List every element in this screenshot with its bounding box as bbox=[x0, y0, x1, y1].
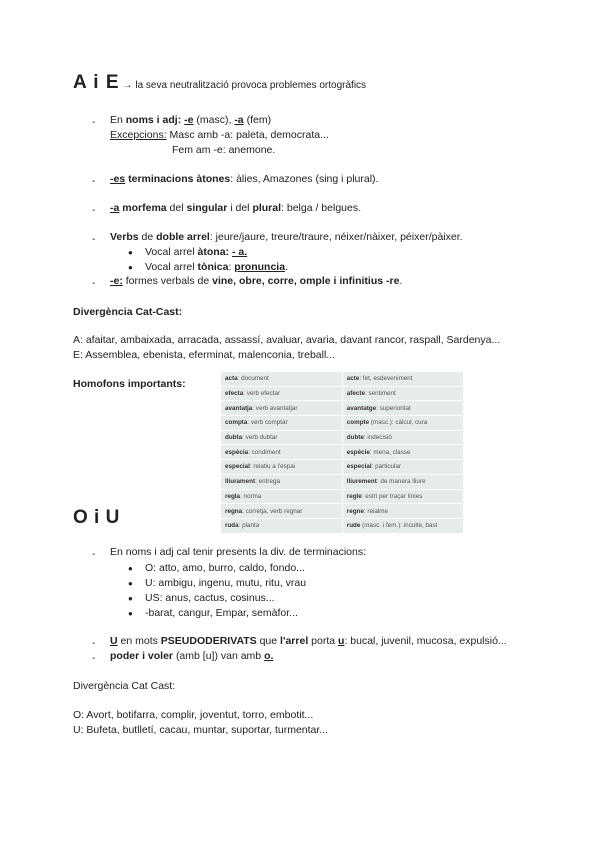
homofon-word: dubta bbox=[225, 434, 243, 442]
table-cell bbox=[221, 445, 342, 460]
homofon-word: avantatja bbox=[225, 404, 253, 412]
homofon-word: lliurement bbox=[346, 478, 377, 486]
section-title-a-i-e bbox=[73, 72, 367, 93]
bullet-dot: ● bbox=[128, 564, 133, 573]
oiu-divergencia-heading: Divergència Cat Cast: bbox=[73, 680, 176, 692]
sub-item-tonica: Vocal arrel tònica: pronuncia. bbox=[145, 261, 288, 273]
sub-item-atona: Vocal arrel àtona: - a. bbox=[145, 246, 248, 258]
homofon-definition: : mena, classe bbox=[369, 448, 411, 456]
homofon-word: dubte bbox=[346, 434, 364, 442]
bullet-dot: ● bbox=[128, 263, 133, 272]
table-cell bbox=[221, 460, 342, 475]
list-item-verbs: Verbs de doble arrel: jeure/jaure, treure/traure, néixer/nàixer, péixer/pàixer. bbox=[110, 231, 463, 243]
homofon-word: afecte bbox=[346, 390, 365, 398]
list-item-poder-voler: poder i voler (amb [u]) van amb o. bbox=[110, 650, 274, 662]
table-row bbox=[221, 445, 464, 460]
homofon-definition: : verb comptar bbox=[247, 419, 288, 427]
dash-bullet: - bbox=[92, 277, 96, 289]
oiu-bullet: US: anus, cactus, cosinus... bbox=[145, 592, 275, 604]
homofon-word: espècie bbox=[346, 448, 370, 456]
bullet-dot: ● bbox=[128, 248, 133, 257]
table-row bbox=[221, 474, 464, 489]
homofon-word: compta bbox=[225, 419, 248, 427]
homofon-definition: : condiment bbox=[248, 448, 281, 456]
oiu-bullet: -barat, cangur, Empar, semàfor... bbox=[145, 607, 298, 619]
homofon-definition: : particular bbox=[371, 463, 402, 471]
homofon-definition: : document bbox=[237, 375, 269, 383]
oiu-intro: En noms i adj cal tenir presents la div. de terminacions: bbox=[110, 546, 367, 558]
heading-a-i-e: A i E bbox=[73, 72, 120, 93]
table-cell bbox=[342, 430, 463, 445]
table-cell bbox=[342, 518, 463, 533]
list-item-noms: En noms i adj: -e (masc), -a (fem) bbox=[110, 114, 272, 126]
heading-note: la seva neutralització provoca problemes ortogràfics bbox=[135, 80, 367, 91]
dash-bullet: - bbox=[92, 204, 96, 216]
homofons-heading: Homofons importants: bbox=[73, 378, 186, 390]
homofon-definition: : corretja, verb regnar bbox=[242, 507, 303, 515]
table-cell bbox=[342, 474, 463, 489]
homofon-definition: : verb dubtar bbox=[242, 434, 278, 442]
homofon-definition: : verb avantatjar bbox=[252, 404, 298, 412]
oiu-divergencia-u-line: U: Bufeta, butlletí, cacau, muntar, suportar, turmentar... bbox=[73, 724, 329, 736]
homofon-definition: : norma bbox=[240, 492, 262, 500]
table-cell bbox=[342, 460, 463, 475]
table-cell bbox=[221, 430, 342, 445]
homofon-definition: : planta bbox=[238, 522, 260, 530]
oiu-divergencia-o-line: O: Avort, botifarra, complir, joventut, torro, embotit... bbox=[73, 709, 314, 721]
homofon-word: regle bbox=[346, 492, 362, 500]
homofon-word: ruda bbox=[225, 522, 239, 530]
homofon-word: especial bbox=[346, 463, 372, 471]
divergencia-e-line: E: Assemblea, ebenista, eferminat, malenconia, treball... bbox=[73, 349, 336, 361]
table-row bbox=[221, 489, 464, 504]
table-row bbox=[221, 518, 464, 533]
table-row bbox=[221, 430, 464, 445]
heading-o-i-u: O i U bbox=[73, 507, 120, 528]
list-item-morfema: -a morfema del singular i del plural: belga / belgues. bbox=[110, 202, 362, 214]
list-item-formes: -e: formes verbals de vine, obre, corre, omple i infinitius -re. bbox=[110, 275, 403, 287]
homofon-word: compte bbox=[346, 419, 370, 427]
bullet-dot: ● bbox=[128, 594, 133, 603]
table-cell bbox=[221, 372, 342, 386]
table-cell bbox=[342, 372, 463, 386]
table-cell bbox=[342, 386, 463, 401]
dash-bullet: - bbox=[92, 652, 96, 664]
homofon-word: regla bbox=[225, 492, 241, 500]
oiu-bullet: O: atto, amo, burro, caldo, fondo... bbox=[145, 562, 305, 574]
table-row bbox=[221, 460, 464, 475]
table-cell bbox=[221, 416, 342, 431]
divergencia-a-line: A: afaitar, ambaixada, arracada, assassí, avaluar, avaria, davant rancor, raspall, Sardenya... bbox=[73, 334, 501, 346]
homofon-definition: : relatiu a l'espai bbox=[249, 463, 296, 471]
dash-bullet: - bbox=[92, 548, 96, 560]
table-cell bbox=[221, 474, 342, 489]
list-item-pseudoderivats: U en mots PSEUDODERIVATS que l'arrel porta u: bucal, juvenil, mucosa, expulsió... bbox=[110, 635, 507, 647]
homofon-word: efecta bbox=[225, 390, 244, 398]
list-item-es: -es terminacions àtones: àlies, Amazones (sing i plural). bbox=[110, 173, 379, 185]
table-cell bbox=[221, 518, 342, 533]
table-row bbox=[221, 401, 464, 416]
homofon-word: acta bbox=[225, 375, 238, 383]
homofon-word: regne bbox=[346, 507, 364, 515]
homofon-definition: : indecisió bbox=[363, 434, 392, 442]
homofon-word: lliurament bbox=[225, 478, 256, 486]
bullet-dot: ● bbox=[128, 579, 133, 588]
homofon-definition: : verb efectar bbox=[243, 390, 280, 398]
excepcions-line: Excepcions: Masc amb -a: paleta, democrata... bbox=[110, 129, 329, 141]
bullet-dot: ● bbox=[128, 609, 133, 618]
homofon-word: acte bbox=[346, 375, 360, 383]
homofons-table bbox=[221, 372, 464, 534]
homofon-definition: : de manera lliure bbox=[376, 478, 426, 486]
table-row bbox=[221, 372, 464, 386]
homofon-word: regna bbox=[225, 507, 243, 515]
homofon-definition: : entrega bbox=[255, 478, 280, 486]
homofon-word: rude bbox=[346, 522, 361, 530]
excepcions-line-2: Fem am -e: anemone. bbox=[172, 144, 276, 156]
homofon-word: especial bbox=[225, 463, 250, 471]
dash-bullet: - bbox=[92, 233, 96, 245]
arrow: → bbox=[122, 80, 133, 91]
table-cell bbox=[221, 504, 342, 519]
homofon-word: espècia bbox=[225, 448, 249, 456]
homofon-definition: : superioritat bbox=[376, 404, 411, 412]
dash-bullet: - bbox=[92, 116, 96, 128]
table-cell bbox=[221, 489, 342, 504]
table-cell bbox=[342, 489, 463, 504]
table-cell bbox=[342, 445, 463, 460]
homofon-definition: : estri per traçar línies bbox=[361, 492, 423, 500]
dash-bullet: - bbox=[92, 175, 96, 187]
table-cell bbox=[221, 386, 342, 401]
dash-bullet: - bbox=[92, 637, 96, 649]
homofon-definition: (masc.): càlcul, cura bbox=[369, 419, 428, 427]
oiu-bullet: U: ambigu, ingenu, mutu, ritu, vrau bbox=[145, 577, 307, 589]
table-row bbox=[221, 504, 464, 519]
homofon-definition: (masc. i fem.): inculte, bast bbox=[360, 522, 438, 530]
table-cell bbox=[221, 401, 342, 416]
table-cell bbox=[342, 401, 463, 416]
table-row bbox=[221, 386, 464, 401]
homofon-definition: : reialme bbox=[363, 507, 389, 515]
homofon-word: avantatge bbox=[346, 404, 377, 412]
table-cell bbox=[342, 416, 463, 431]
table-row bbox=[221, 416, 464, 431]
divergencia-heading: Divergència Cat-Cast: bbox=[73, 306, 183, 318]
homofon-definition: : sentiment bbox=[364, 390, 396, 398]
homofon-definition: : fet, esdeveniment bbox=[359, 375, 413, 383]
table-cell bbox=[342, 504, 463, 519]
